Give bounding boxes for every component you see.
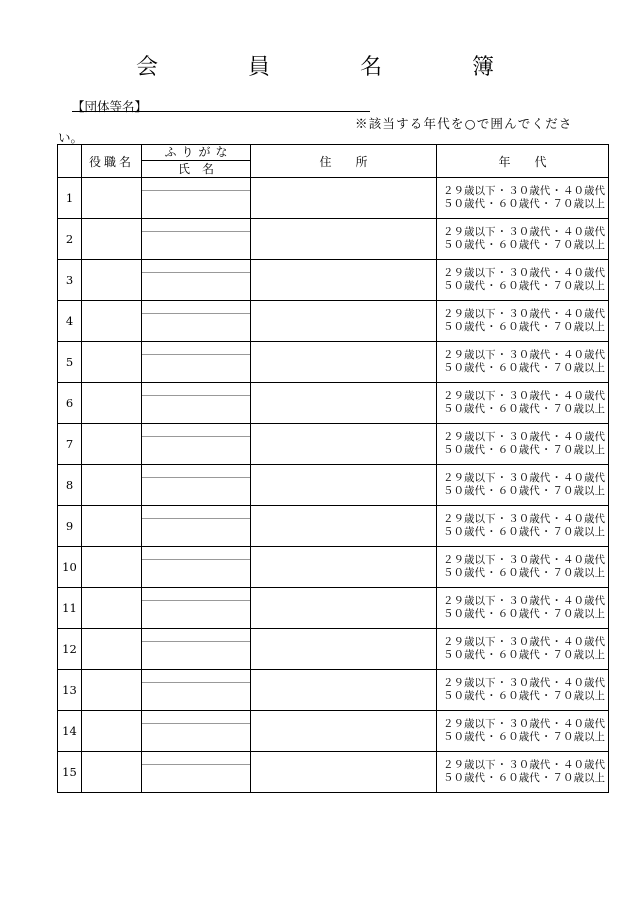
age-option[interactable]: ・ [486,280,497,292]
furigana-divider [142,764,250,765]
age-option[interactable]: ２９歳以下 [443,759,496,771]
age-option[interactable]: ・ [496,308,508,320]
address-cell[interactable] [251,752,437,793]
header-furigana: ふりがな [142,145,250,161]
age-option[interactable]: ３０歳代 [508,554,551,566]
age-options-line1 [443,185,605,198]
age-option[interactable]: ３０歳代 [508,636,551,648]
age-option[interactable]: ・ [540,772,552,784]
age-option[interactable]: ・ [496,390,508,402]
role-cell[interactable] [82,260,142,301]
furigana-divider [142,354,250,355]
name-cell[interactable] [142,424,251,465]
age-option[interactable]: ６０歳代 [497,526,540,538]
age-option[interactable]: ２９歳以下 [443,472,496,484]
row-number: 2 [58,219,82,260]
age-option[interactable]: ７０歳以上 [552,362,605,374]
age-option[interactable]: ２９歳以下 [443,636,496,648]
age-option[interactable]: ２９歳以下 [443,677,496,689]
organization-name-field[interactable] [72,111,370,112]
age-options-line2 [443,608,605,621]
age-options-line2 [443,280,605,293]
table-row [58,219,609,260]
age-option[interactable]: ７０歳以上 [552,731,605,743]
age-option[interactable]: ・ [496,718,508,730]
age-option[interactable]: ・ [551,472,562,484]
age-option[interactable]: ６０歳代 [497,444,540,456]
furigana-divider [142,682,250,683]
age-cell [437,383,609,424]
age-options-line1 [443,390,605,403]
age-cell [437,711,609,752]
address-cell[interactable] [251,178,437,219]
age-cell [437,260,609,301]
age-option[interactable]: ２９歳以下 [443,595,496,607]
age-cell [437,670,609,711]
age-option[interactable]: ６０歳代 [497,280,540,292]
age-option[interactable]: ２９歳以下 [443,513,496,525]
age-option[interactable]: ４０歳代 [563,472,605,484]
age-option[interactable]: ・ [540,649,552,661]
age-option[interactable]: ・ [551,718,562,730]
role-cell[interactable] [82,588,142,629]
age-options-line2 [443,198,605,211]
age-option[interactable]: ６０歳代 [497,239,540,251]
age-options-line2 [443,444,605,457]
age-cell [437,506,609,547]
age-options-line1 [443,226,605,239]
table-row [58,670,609,711]
age-option[interactable]: ・ [496,431,508,443]
age-option[interactable]: ５０歳代 [443,526,485,538]
age-options-line1 [443,472,605,485]
furigana-divider [142,272,250,273]
address-cell[interactable] [251,629,437,670]
age-option[interactable]: ・ [496,513,508,525]
table-row [58,465,609,506]
age-options-line2 [443,485,605,498]
age-option[interactable]: ４０歳代 [563,226,605,238]
address-cell[interactable] [251,547,437,588]
role-cell[interactable] [82,670,142,711]
table-row [58,547,609,588]
age-option[interactable]: ５０歳代 [443,362,485,374]
furigana-divider [142,723,250,724]
age-option[interactable]: ・ [496,677,508,689]
age-option[interactable]: ・ [540,239,552,251]
furigana-divider [142,641,250,642]
address-cell[interactable] [251,301,437,342]
name-cell[interactable] [142,506,251,547]
age-option[interactable]: ・ [551,267,562,279]
age-option[interactable]: ３０歳代 [508,185,551,197]
age-option[interactable]: ・ [496,554,508,566]
age-options-line2 [443,321,605,334]
age-option[interactable]: ・ [540,526,552,538]
age-option[interactable]: ・ [486,239,497,251]
age-option[interactable]: ２９歳以下 [443,431,496,443]
member-roster-table [57,144,609,793]
age-option[interactable]: ７０歳以上 [552,608,605,620]
age-option[interactable]: ・ [551,554,562,566]
instruction-note-continued: い。 [58,130,84,145]
age-cell [437,752,609,793]
age-option[interactable]: ２９歳以下 [443,308,496,320]
age-option[interactable]: ４０歳代 [563,718,605,730]
age-option[interactable]: ・ [486,198,497,210]
age-option[interactable]: ・ [486,567,497,579]
furigana-divider [142,559,250,560]
age-option[interactable]: ７０歳以上 [552,239,605,251]
age-option[interactable]: ・ [551,390,562,402]
age-option[interactable]: ２９歳以下 [443,185,496,197]
role-cell[interactable] [82,506,142,547]
age-option[interactable]: ３０歳代 [508,472,551,484]
age-option[interactable]: ６０歳代 [497,649,540,661]
age-options-line2 [443,239,605,252]
age-option[interactable]: ７０歳以上 [552,485,605,497]
age-option[interactable]: ４０歳代 [563,595,605,607]
age-option[interactable]: ３０歳代 [508,513,551,525]
age-options-line1 [443,554,605,567]
row-number: 11 [58,588,82,629]
age-cell [437,465,609,506]
age-option[interactable]: ５０歳代 [443,567,485,579]
age-option[interactable]: ７０歳以上 [552,772,605,784]
age-option[interactable]: ４０歳代 [563,636,605,648]
furigana-divider [142,436,250,437]
age-option[interactable]: ５０歳代 [443,239,485,251]
age-options-line2 [443,690,605,703]
role-cell[interactable] [82,547,142,588]
row-number: 6 [58,383,82,424]
age-option[interactable]: ・ [496,472,508,484]
role-cell[interactable] [82,178,142,219]
name-cell[interactable] [142,547,251,588]
row-number: 5 [58,342,82,383]
role-cell[interactable] [82,383,142,424]
age-option[interactable]: ・ [551,431,562,443]
age-options-line2 [443,772,605,785]
age-option[interactable]: ・ [540,485,552,497]
name-cell[interactable] [142,219,251,260]
age-option[interactable]: ・ [486,649,497,661]
row-number: 13 [58,670,82,711]
age-option[interactable]: ４０歳代 [563,308,605,320]
row-number: 12 [58,629,82,670]
age-option[interactable]: ・ [496,759,508,771]
age-option[interactable]: ６０歳代 [497,198,540,210]
age-option[interactable]: ・ [496,226,508,238]
table-row [58,178,609,219]
age-cell [437,588,609,629]
header-address: 住 所 [251,145,437,178]
age-option[interactable]: ５０歳代 [443,690,485,702]
age-option[interactable]: ２９歳以下 [443,267,496,279]
name-cell[interactable] [142,670,251,711]
table-row [58,629,609,670]
table-row [58,752,609,793]
age-option[interactable]: ６０歳代 [497,403,540,415]
age-option[interactable]: ２９歳以下 [443,390,496,402]
age-option[interactable]: ３０歳代 [508,595,551,607]
age-options-line1 [443,308,605,321]
age-cell [437,219,609,260]
age-option[interactable]: ・ [496,267,508,279]
age-cell [437,547,609,588]
address-cell[interactable] [251,383,437,424]
table-row [58,383,609,424]
name-cell[interactable] [142,752,251,793]
age-option[interactable]: ３０歳代 [508,431,551,443]
age-options-line2 [443,567,605,580]
age-option[interactable]: ・ [496,349,508,361]
row-number: 7 [58,424,82,465]
age-option[interactable]: ５０歳代 [443,772,485,784]
age-option[interactable]: ６０歳代 [497,567,540,579]
header-name-label: 氏 名 [177,162,214,176]
furigana-divider [142,190,250,191]
age-option[interactable]: ４０歳代 [563,390,605,402]
age-option[interactable]: ・ [540,731,552,743]
age-option[interactable]: ・ [486,444,497,456]
age-option[interactable]: ７０歳以上 [552,649,605,661]
age-option[interactable]: ６０歳代 [497,321,540,333]
age-option[interactable]: ・ [486,526,497,538]
age-option[interactable]: ・ [486,485,497,497]
header-name [142,145,251,178]
furigana-divider [142,477,250,478]
table-header-row [58,145,609,178]
age-cell [437,424,609,465]
age-option[interactable]: ・ [540,567,552,579]
age-option[interactable]: ７０歳以上 [552,444,605,456]
row-number: 9 [58,506,82,547]
row-number: 14 [58,711,82,752]
age-options-line1 [443,718,605,731]
address-cell[interactable] [251,424,437,465]
age-cell [437,629,609,670]
name-cell[interactable] [142,178,251,219]
age-option[interactable]: ５０歳代 [443,731,485,743]
age-option[interactable]: ４０歳代 [563,759,605,771]
age-option[interactable]: ・ [551,513,562,525]
age-options-line1 [443,267,605,280]
age-options-line1 [443,677,605,690]
age-options-line1 [443,431,605,444]
header-number [58,145,82,178]
header-age: 年 代 [437,145,609,178]
age-option[interactable]: ２９歳以下 [443,554,496,566]
age-option[interactable]: ４０歳代 [563,431,605,443]
age-option[interactable]: ７０歳以上 [552,403,605,415]
name-cell[interactable] [142,383,251,424]
address-cell[interactable] [251,342,437,383]
age-option[interactable]: ４０歳代 [563,267,605,279]
address-cell[interactable] [251,506,437,547]
age-option[interactable]: ２９歳以下 [443,226,496,238]
age-option[interactable]: ・ [496,636,508,648]
age-options-line2 [443,362,605,375]
age-option[interactable]: ３０歳代 [508,390,551,402]
role-cell[interactable] [82,424,142,465]
age-option[interactable]: ・ [551,349,562,361]
name-cell[interactable] [142,465,251,506]
age-options-line1 [443,759,605,772]
age-option[interactable]: ６０歳代 [497,772,540,784]
header-role: 役職名 [82,145,142,178]
role-cell[interactable] [82,465,142,506]
instruction-note: ※該当する年代を○で囲んでくださ [355,116,573,131]
row-number: 15 [58,752,82,793]
age-option[interactable]: ５０歳代 [443,485,485,497]
age-option[interactable]: ・ [486,321,497,333]
name-cell[interactable] [142,342,251,383]
age-option[interactable]: ５０歳代 [443,444,485,456]
age-option[interactable]: ・ [540,403,552,415]
age-option[interactable]: ５０歳代 [443,198,485,210]
age-option[interactable]: ・ [540,608,552,620]
age-option[interactable]: ２９歳以下 [443,349,496,361]
role-cell[interactable] [82,629,142,670]
age-option[interactable]: ４０歳代 [563,554,605,566]
age-cell [437,178,609,219]
age-option[interactable]: ６０歳代 [497,731,540,743]
age-cell [437,301,609,342]
age-option[interactable]: ・ [551,185,562,197]
table-row [58,342,609,383]
age-option[interactable]: ・ [496,595,508,607]
name-cell[interactable] [142,711,251,752]
age-option[interactable]: ６０歳代 [497,485,540,497]
age-option[interactable]: ・ [551,226,562,238]
age-option[interactable]: ３０歳代 [508,718,551,730]
table-row [58,424,609,465]
age-option[interactable]: ７０歳以上 [552,321,605,333]
age-option[interactable]: ・ [540,690,552,702]
role-cell[interactable] [82,301,142,342]
age-options-line2 [443,649,605,662]
age-option[interactable]: ６０歳代 [497,362,540,374]
age-options-line1 [443,595,605,608]
table-row [58,506,609,547]
age-option[interactable]: ３０歳代 [508,308,551,320]
furigana-divider [142,313,250,314]
name-cell[interactable] [142,260,251,301]
age-options-line2 [443,526,605,539]
address-cell[interactable] [251,465,437,506]
age-options-line2 [443,731,605,744]
table-row [58,588,609,629]
role-cell[interactable] [82,711,142,752]
name-cell[interactable] [142,301,251,342]
furigana-divider [142,395,250,396]
row-number: 8 [58,465,82,506]
age-cell [437,342,609,383]
age-option[interactable]: ・ [496,185,508,197]
table-row [58,301,609,342]
address-cell[interactable] [251,219,437,260]
age-option[interactable]: ３０歳代 [508,226,551,238]
age-option[interactable]: ３０歳代 [508,267,551,279]
age-option[interactable]: ・ [540,280,552,292]
page-title: 会 員 名 簿 [135,55,528,80]
age-option[interactable]: ・ [540,198,552,210]
age-option[interactable]: ・ [540,362,552,374]
age-option[interactable]: ７０歳以上 [552,567,605,579]
age-option[interactable]: ５０歳代 [443,280,485,292]
age-option[interactable]: ４０歳代 [563,513,605,525]
age-option[interactable]: ・ [540,321,552,333]
age-option[interactable]: ・ [486,403,497,415]
age-option[interactable]: ６０歳代 [497,608,540,620]
age-option[interactable]: ２９歳以下 [443,718,496,730]
age-option[interactable]: ７０歳以上 [552,690,605,702]
age-option[interactable]: ４０歳代 [563,349,605,361]
age-options-line1 [443,349,605,362]
row-number: 3 [58,260,82,301]
age-option[interactable]: ３０歳代 [508,349,551,361]
age-options-line1 [443,636,605,649]
age-option[interactable]: ４０歳代 [563,185,605,197]
age-option[interactable]: ７０歳以上 [552,198,605,210]
age-option[interactable]: ・ [551,595,562,607]
age-option[interactable]: ・ [551,677,562,689]
age-options-line2 [443,403,605,416]
address-cell[interactable] [251,670,437,711]
table-row [58,260,609,301]
age-option[interactable]: ５０歳代 [443,321,485,333]
age-option[interactable]: ５０歳代 [443,649,485,661]
age-option[interactable]: ・ [486,690,497,702]
role-cell[interactable] [82,752,142,793]
furigana-divider [142,231,250,232]
age-option[interactable]: ・ [540,444,552,456]
role-cell[interactable] [82,342,142,383]
age-option[interactable]: ５０歳代 [443,608,485,620]
age-option[interactable]: ４０歳代 [563,677,605,689]
address-cell[interactable] [251,588,437,629]
age-option[interactable]: ・ [551,636,562,648]
name-cell[interactable] [142,588,251,629]
role-cell[interactable] [82,219,142,260]
age-option[interactable]: ７０歳以上 [552,280,605,292]
age-option[interactable]: ・ [486,731,497,743]
age-option[interactable]: ７０歳以上 [552,526,605,538]
age-options-line1 [443,513,605,526]
row-number: 10 [58,547,82,588]
age-option[interactable]: ３０歳代 [508,677,551,689]
age-option[interactable]: ・ [486,772,497,784]
age-option[interactable]: ６０歳代 [497,690,540,702]
name-cell[interactable] [142,629,251,670]
age-option[interactable]: ・ [486,608,497,620]
furigana-divider [142,600,250,601]
age-option[interactable]: ５０歳代 [443,403,485,415]
age-option[interactable]: ・ [551,308,562,320]
age-option[interactable]: ・ [486,362,497,374]
address-cell[interactable] [251,711,437,752]
row-number: 4 [58,301,82,342]
row-number: 1 [58,178,82,219]
organization-label: 【団体等名】 [72,99,148,114]
furigana-divider [142,518,250,519]
table-row [58,711,609,752]
age-option[interactable]: ・ [551,759,562,771]
age-option[interactable]: ３０歳代 [508,759,551,771]
address-cell[interactable] [251,260,437,301]
